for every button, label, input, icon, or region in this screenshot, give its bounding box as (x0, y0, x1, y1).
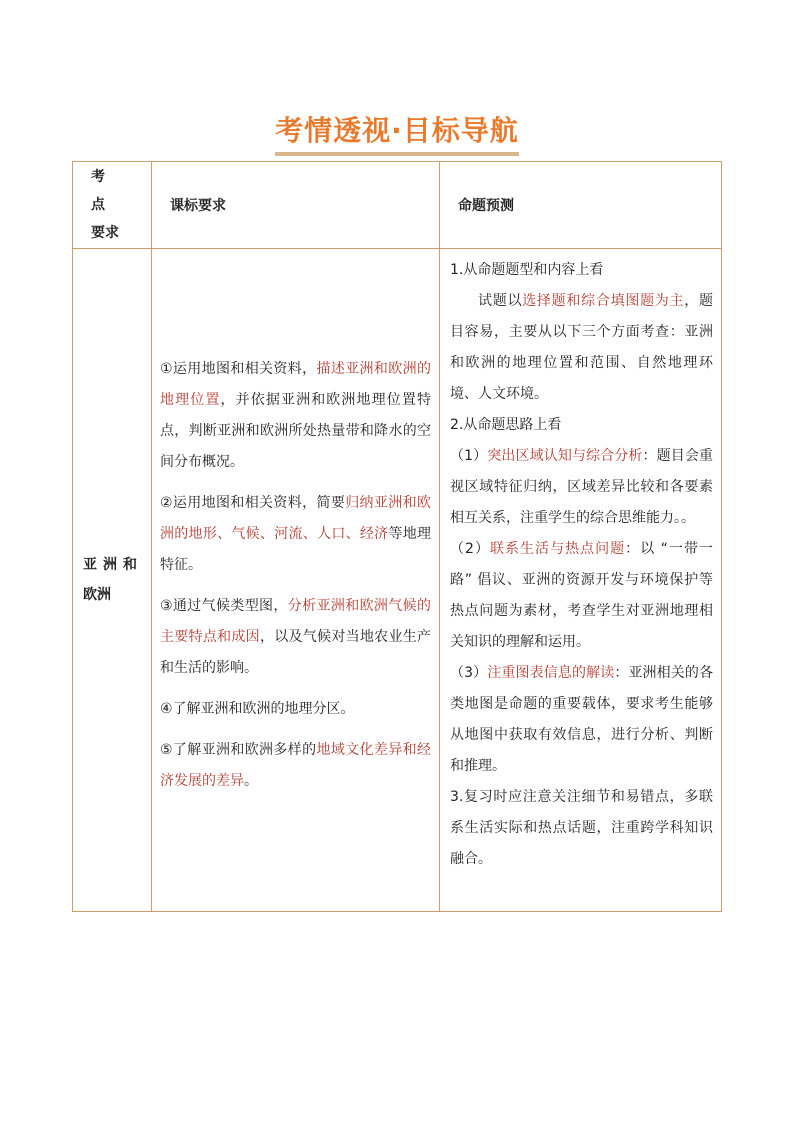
topic-line1: 亚洲和 (83, 557, 143, 573)
content-row (73, 249, 722, 912)
header-row (73, 162, 722, 249)
header-topic (73, 162, 152, 249)
topic-line2: 欧洲 (83, 587, 111, 603)
requirement-1: ①运用地图和相关资料，描述亚洲和欧洲的地理位置，并依据亚洲和欧洲地理位置特点，判断亚洲和欧洲所处热量带和降水的空间分布概况。 (160, 360, 432, 470)
requirement-2: ②运用地图和相关资料，简要归纳亚洲和欧洲的地形、气候、河流、人口、经济等地理特征。 (160, 494, 432, 573)
prediction-point-1: （1）突出区域认知与综合分析：题目会重视区域特征归纳，区域差异比较和各要素相互关系，注重学生的综合思维能力。。 (450, 448, 714, 526)
prediction-cell (440, 249, 722, 912)
prediction-s1-body: 试题以选择题和综合填图题为主，题目容易，主要从以下三个方面考查：亚洲和欧洲的地理位置和范围、自然地理环境、人文环境。 (450, 293, 714, 402)
header-topic-line2: 要求 (91, 225, 119, 241)
prediction-s2-title: 2.从命题思路上看 (450, 417, 562, 433)
page-title: 考情透视·目标导航 (275, 112, 519, 156)
requirement-5: ⑤了解亚洲和欧洲多样的地域文化差异和经济发展的差异。 (160, 741, 431, 789)
prediction-point-2: （2）联系生活与热点问题：以 “一带一路” 倡议、亚洲的资源开发与环境保护等热点问题为素材，考查学生对亚洲地理相关知识的理解和运用。 (450, 541, 713, 650)
prediction-point-3: （3）注重图表信息的解读：亚洲相关的各类地图是命题的重要载体，要求考生能够从地图中获取有效信息，进行分析、判断和推理。 (450, 665, 714, 774)
topic-cell (73, 249, 152, 912)
requirement-4: ④了解亚洲和欧洲的地理分区。 (160, 700, 355, 717)
header-prediction: 命题预测 (440, 162, 722, 249)
prediction-s3: 3.复习时应注意关注细节和易错点，多联系生活实际和热点话题，注重跨学科知识融合。 (450, 789, 713, 867)
header-requirements: 课标要求 (152, 162, 440, 249)
requirements-cell (152, 249, 440, 912)
exam-table (72, 161, 722, 912)
page-title-wrap (0, 112, 794, 156)
requirement-3: ③通过气候类型图，分析亚洲和欧洲气候的主要特点和成因，以及气候对当地农业生产和生活的影响。 (160, 597, 432, 676)
header-topic-line1: 考 点 (91, 169, 117, 213)
prediction-s1-title: 1.从命题题型和内容上看 (450, 262, 604, 278)
